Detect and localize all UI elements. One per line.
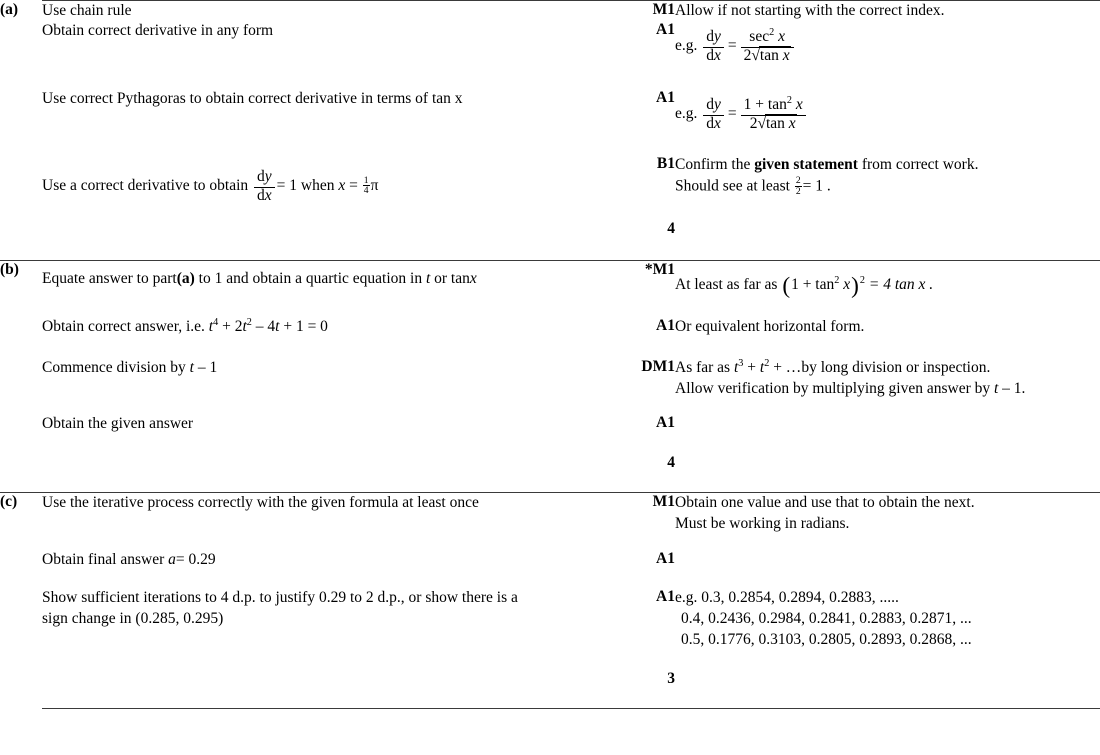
eg-prefix: e.g. [675,37,698,55]
scheme-text: Use the iterative process correctly with the given formula at least once [42,494,479,512]
math-one-plus-tan-squared: $(1 + \tan^2 x)^2$ [782,273,865,300]
note-cell [675,261,1100,318]
table-row-total [0,670,1100,709]
mark-cell: A1 [656,588,675,606]
scheme-text [42,550,610,570]
scheme-cell-empty [42,670,610,709]
table-row-total [0,454,1100,493]
scheme-text-e: or tan [434,270,470,288]
table-row [0,21,1100,89]
mark-cell: *M1 [610,261,675,318]
scheme-cell [42,317,610,358]
note-text-a: As far as [675,359,731,377]
table-row [0,414,1100,454]
mark-cell: A1 [656,550,675,568]
scheme-cell [42,493,610,551]
math-a: a [168,551,176,569]
math-dy-dx-equals-one: $\frac{dy}{dx}$ = 1 [252,177,297,194]
scheme-line-2: sign change in (0.285, 0.295) [42,610,224,628]
note-text-a: Confirm the [675,156,751,174]
note-math-derivative-tan [675,89,1100,132]
scheme-text-a: Commence division by [42,359,186,377]
math-dy-dx-tan: $\frac{dy}{dx}$ = $\frac{1 + \tan^2 x}{\text{2√tan x}}$ [701,105,807,122]
note-cell [675,414,1100,454]
table-row [0,588,1100,670]
mark-cell: A1 [656,317,675,335]
part-label-b: (b) [0,261,42,493]
note-cell [675,1,1100,22]
note-text-a: Should see at least [675,177,790,195]
scheme-when: when [300,177,335,195]
scheme-cell-empty [42,454,610,493]
table-row [0,261,1100,318]
note-cell-empty [675,454,1100,493]
iteration-line-1 [675,588,1100,608]
note-text-c: from correct work. [861,156,979,174]
note-line-1 [675,358,1100,378]
table-row [0,358,1100,414]
note-cell [675,493,1100,551]
mark-cell: B1 [656,155,675,173]
scheme-text-c: = 0.29 [175,551,216,569]
table-row [0,317,1100,358]
note-cell-empty [675,670,1100,709]
mark-cell: A1 [656,21,675,39]
mark-cell: M1 [610,493,675,551]
note-text: Or equivalent horizontal form. [675,318,865,336]
scheme-text-b1 [42,155,610,204]
math-t: t [425,270,431,288]
scheme-cell [42,588,610,670]
scheme-cell [42,358,610,414]
scheme-line-1: Show sufficient iterations to 4 d.p. to justify 0.29 to 2 d.p., or show there is a [42,589,518,607]
math-x: x [469,270,477,288]
iteration-values: 0.3, 0.2854, 0.2894, 0.2883, ..... [701,589,899,607]
scheme-cell [42,21,610,89]
math-x-equals-quarter-pi: x = $\frac{1}{4}$ π [338,174,379,197]
scheme-cell [42,155,610,220]
note-cell [675,550,1100,588]
math-dy-dx-sec: $\frac{dy}{dx}$ = $\frac{\sec^2 x}{\text{2√tan x}}$ [701,37,795,54]
scheme-text [42,261,610,289]
note-cell [675,358,1100,414]
note-line-2 [675,176,1100,196]
scheme-text-a: Equate answer to part [42,270,177,288]
math-quartic-equation: $t^4 + 2t^2 - 4t + 1 = 0$ [208,316,328,336]
table-row [0,493,1100,551]
scheme-text-c: to 1 and obtain a quartic equation in [198,270,423,288]
table-row [0,550,1100,588]
part-label-a: (a) [0,0,19,18]
math-t-minus-one: t – 1 [189,359,218,377]
math-t-minus-one-2: t – 1 [993,380,1022,398]
scheme-cell [42,261,610,318]
part-total-b: 4 [667,454,675,472]
scheme-cell [42,414,610,454]
table-row [0,1,1100,22]
table-row [0,155,1100,220]
note-cell [675,21,1100,89]
note-cell [675,588,1100,670]
scheme-text: Use correct Pythagoras to obtain correct derivative in terms of tan x [42,90,463,108]
note-math-derivative-sec [675,21,1100,64]
scheme-cell-empty [42,220,610,261]
note-math-quartic-source [675,261,1100,300]
math-two-over-two: $\frac{2}{2}$ [795,175,801,197]
note-text-a: Allow verification by multiplying given answer by [675,380,991,398]
scheme-prefix: Use a correct derivative to obtain [42,177,249,195]
note-text-c: . [1021,380,1026,398]
note-cell [675,317,1100,358]
note-cell [675,155,1100,220]
math-t-cubed-expr: $t^3 + t^2$ + … [733,357,802,377]
mark-cell: A1 [656,414,675,432]
part-label-c: (c) [0,493,42,709]
scheme-text: Obtain correct derivative in any form [42,22,274,40]
part-total-a: 4 [667,220,675,238]
scheme-ref-a: (a) [176,270,195,288]
table-row-total [0,220,1100,261]
scheme-text-a: Obtain final answer [42,551,165,569]
note-suffix: = 4 tan x . [868,276,934,294]
note-text-b: = 1 . [802,177,831,195]
note-line-1 [675,155,1100,175]
iteration-line-2: 0.4, 0.2436, 0.2984, 0.2841, 0.2883, 0.2871, ... [681,610,972,628]
note-text-emphasis: given statement [754,156,858,174]
part-total-c: 3 [610,670,675,709]
note-line-2: Must be working in radians. [675,515,850,533]
scheme-mid: = 1 [276,177,298,195]
mark-cell: M1 [610,1,675,22]
note-text-b: by long division or inspection. [801,359,991,377]
scheme-text [42,358,610,378]
scheme-cell [42,550,610,588]
note-line-1: Obtain one value and use that to obtain the next. [675,494,975,512]
table-row [0,89,1100,155]
scheme-text [42,317,610,337]
note-prefix: e.g. [675,589,698,607]
mark-cell: DM1 [641,358,675,376]
note-cell [675,89,1100,155]
scheme-text-a: Obtain correct answer, i.e. [42,318,205,336]
eg-prefix: e.g. [675,105,698,123]
note-line-2 [675,379,1100,399]
iteration-line-3: 0.5, 0.1776, 0.3103, 0.2805, 0.2893, 0.2868, ... [681,631,972,649]
note-prefix: At least as far as [675,276,778,294]
mark-cell: A1 [656,89,675,107]
scheme-text: Obtain the given answer [42,415,194,433]
scheme-text: Use chain rule [42,2,132,19]
note-cell-empty [675,220,1100,261]
scheme-cell [42,89,610,155]
scheme-cell [42,1,610,22]
note-text: Allow if not starting with the correct index. [675,2,945,19]
